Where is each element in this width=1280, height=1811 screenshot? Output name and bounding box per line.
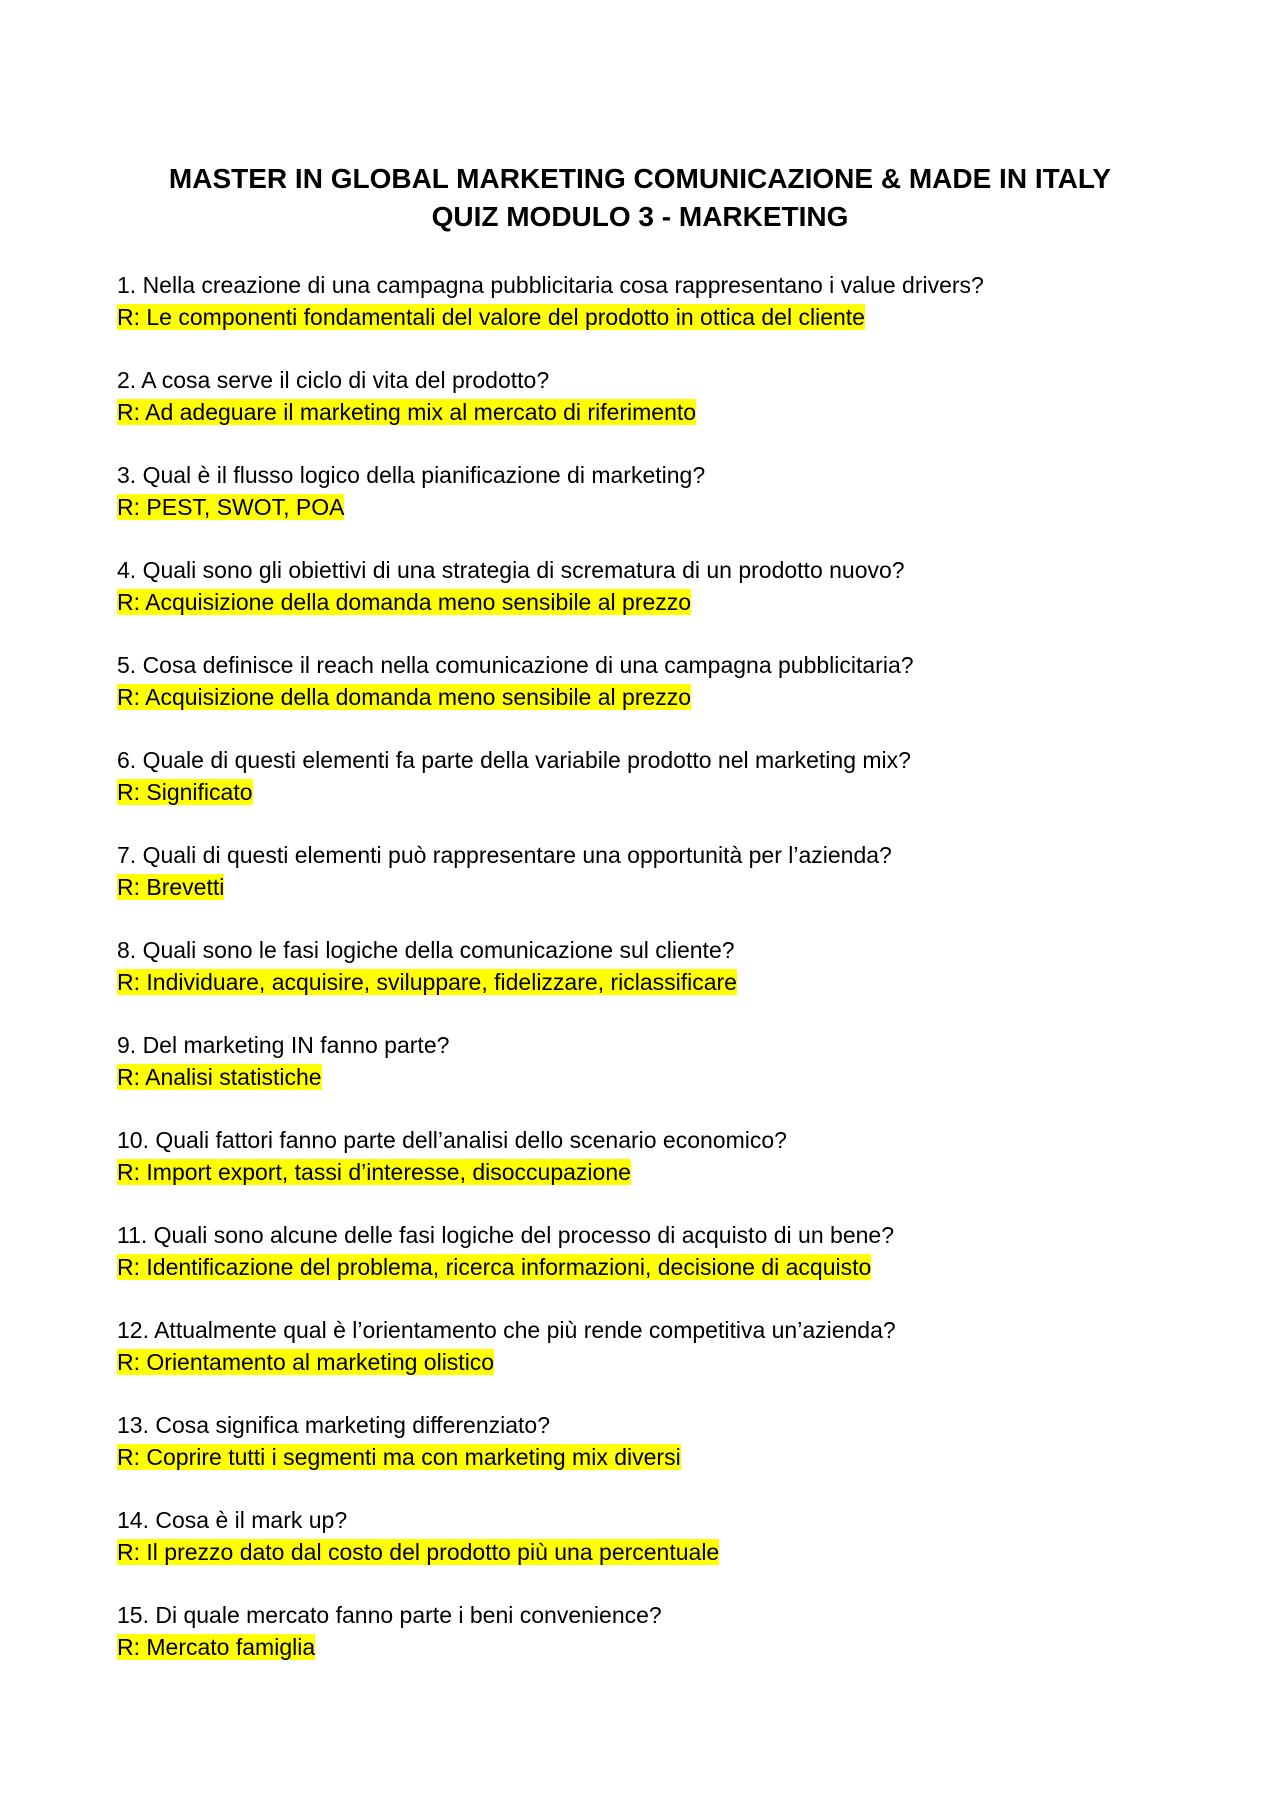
quiz-item: [117, 364, 1177, 459]
quiz-question: 7. Quali di questi elementi può rappresentare una opportunità per l’azienda?: [117, 842, 892, 868]
quiz-item: [117, 1029, 1177, 1124]
quiz-question: 15. Di quale mercato fanno parte i beni convenience?: [117, 1602, 662, 1628]
quiz-item: [117, 1314, 1177, 1409]
quiz-item: [117, 744, 1177, 839]
highlighted-answer-text: R: Analisi statistiche: [117, 1064, 322, 1090]
quiz-answer: [117, 586, 1177, 618]
quiz-answer: [117, 871, 1177, 903]
quiz-answer: [117, 681, 1177, 713]
quiz-item: [117, 1124, 1177, 1219]
quiz-item: [117, 1504, 1177, 1599]
highlighted-answer-text: R: Coprire tutti i segmenti ma con marketing mix diversi: [117, 1444, 681, 1470]
quiz-question: 11. Quali sono alcune delle fasi logiche del processo di acquisto di un bene?: [117, 1222, 894, 1248]
quiz-answer: [117, 1061, 1177, 1093]
quiz-item: [117, 459, 1177, 554]
highlighted-answer-text: R: Significato: [117, 779, 253, 805]
quiz-item: [117, 1219, 1177, 1314]
quiz-answer: [117, 301, 1177, 333]
quiz-question: 13. Cosa significa marketing differenziato?: [117, 1412, 550, 1438]
quiz-item: [117, 839, 1177, 934]
highlighted-answer-text: R: Import export, tassi d’interesse, disoccupazione: [117, 1159, 631, 1185]
quiz-question: 10. Quali fattori fanno parte dell’analisi dello scenario economico?: [117, 1127, 787, 1153]
quiz-answer: [117, 776, 1177, 808]
quiz-item: [117, 649, 1177, 744]
quiz-question: 14. Cosa è il mark up?: [117, 1507, 348, 1533]
quiz-item: [117, 554, 1177, 649]
highlighted-answer-text: R: Mercato famiglia: [117, 1634, 316, 1660]
quiz-question: 12. Attualmente qual è l’orientamento che più rende competitiva un’azienda?: [117, 1317, 896, 1343]
quiz-item: [117, 934, 1177, 1029]
highlighted-answer-text: R: Acquisizione della domanda meno sensibile al prezzo: [117, 589, 692, 615]
highlighted-answer-text: R: PEST, SWOT, POA: [117, 494, 345, 520]
highlighted-answer-text: R: Orientamento al marketing olistico: [117, 1349, 495, 1375]
highlighted-answer-text: R: Acquisizione della domanda meno sensibile al prezzo: [117, 684, 692, 710]
quiz-question: 2. A cosa serve il ciclo di vita del prodotto?: [117, 367, 550, 393]
quiz-question: 4. Quali sono gli obiettivi di una strategia di scrematura di un prodotto nuovo?: [117, 557, 905, 583]
highlighted-answer-text: R: Individuare, acquisire, sviluppare, fidelizzare, riclassificare: [117, 969, 737, 995]
quiz-answer: [117, 491, 1177, 523]
quiz-answer: [117, 396, 1177, 428]
document-title: MASTER IN GLOBAL MARKETING COMUNICAZIONE & MADE IN ITALY: [168, 163, 1112, 194]
quiz-question: 5. Cosa definisce il reach nella comunicazione di una campagna pubblicitaria?: [117, 652, 914, 678]
quiz-answer: [117, 1251, 1177, 1283]
highlighted-answer-text: R: Ad adeguare il marketing mix al mercato di riferimento: [117, 399, 697, 425]
quiz-answer: [117, 966, 1177, 998]
quiz-answer: [117, 1631, 1177, 1663]
quiz-answer: [117, 1346, 1177, 1378]
quiz-item: [117, 1599, 1177, 1694]
quiz-question: 6. Quale di questi elementi fa parte della variabile prodotto nel marketing mix?: [117, 747, 911, 773]
quiz-list: [117, 269, 1177, 1694]
quiz-question: 3. Qual è il flusso logico della pianificazione di marketing?: [117, 462, 706, 488]
quiz-item: [117, 269, 1177, 364]
highlighted-answer-text: R: Identificazione del problema, ricerca informazioni, decisione di acquisto: [117, 1254, 872, 1280]
document-subtitle: QUIZ MODULO 3 - MARKETING: [431, 201, 849, 232]
highlighted-answer-text: R: Il prezzo dato dal costo del prodotto più una percentuale: [117, 1539, 720, 1565]
highlighted-answer-text: R: Brevetti: [117, 874, 225, 900]
title-block: [0, 160, 1280, 236]
quiz-answer: [117, 1441, 1177, 1473]
quiz-question: 9. Del marketing IN fanno parte?: [117, 1032, 450, 1058]
quiz-item: [117, 1409, 1177, 1504]
highlighted-answer-text: R: Le componenti fondamentali del valore del prodotto in ottica del cliente: [117, 304, 865, 330]
quiz-question: 1. Nella creazione di una campagna pubblicitaria cosa rappresentano i value drivers?: [117, 272, 984, 298]
quiz-question: 8. Quali sono le fasi logiche della comunicazione sul cliente?: [117, 937, 735, 963]
quiz-answer: [117, 1536, 1177, 1568]
quiz-answer: [117, 1156, 1177, 1188]
